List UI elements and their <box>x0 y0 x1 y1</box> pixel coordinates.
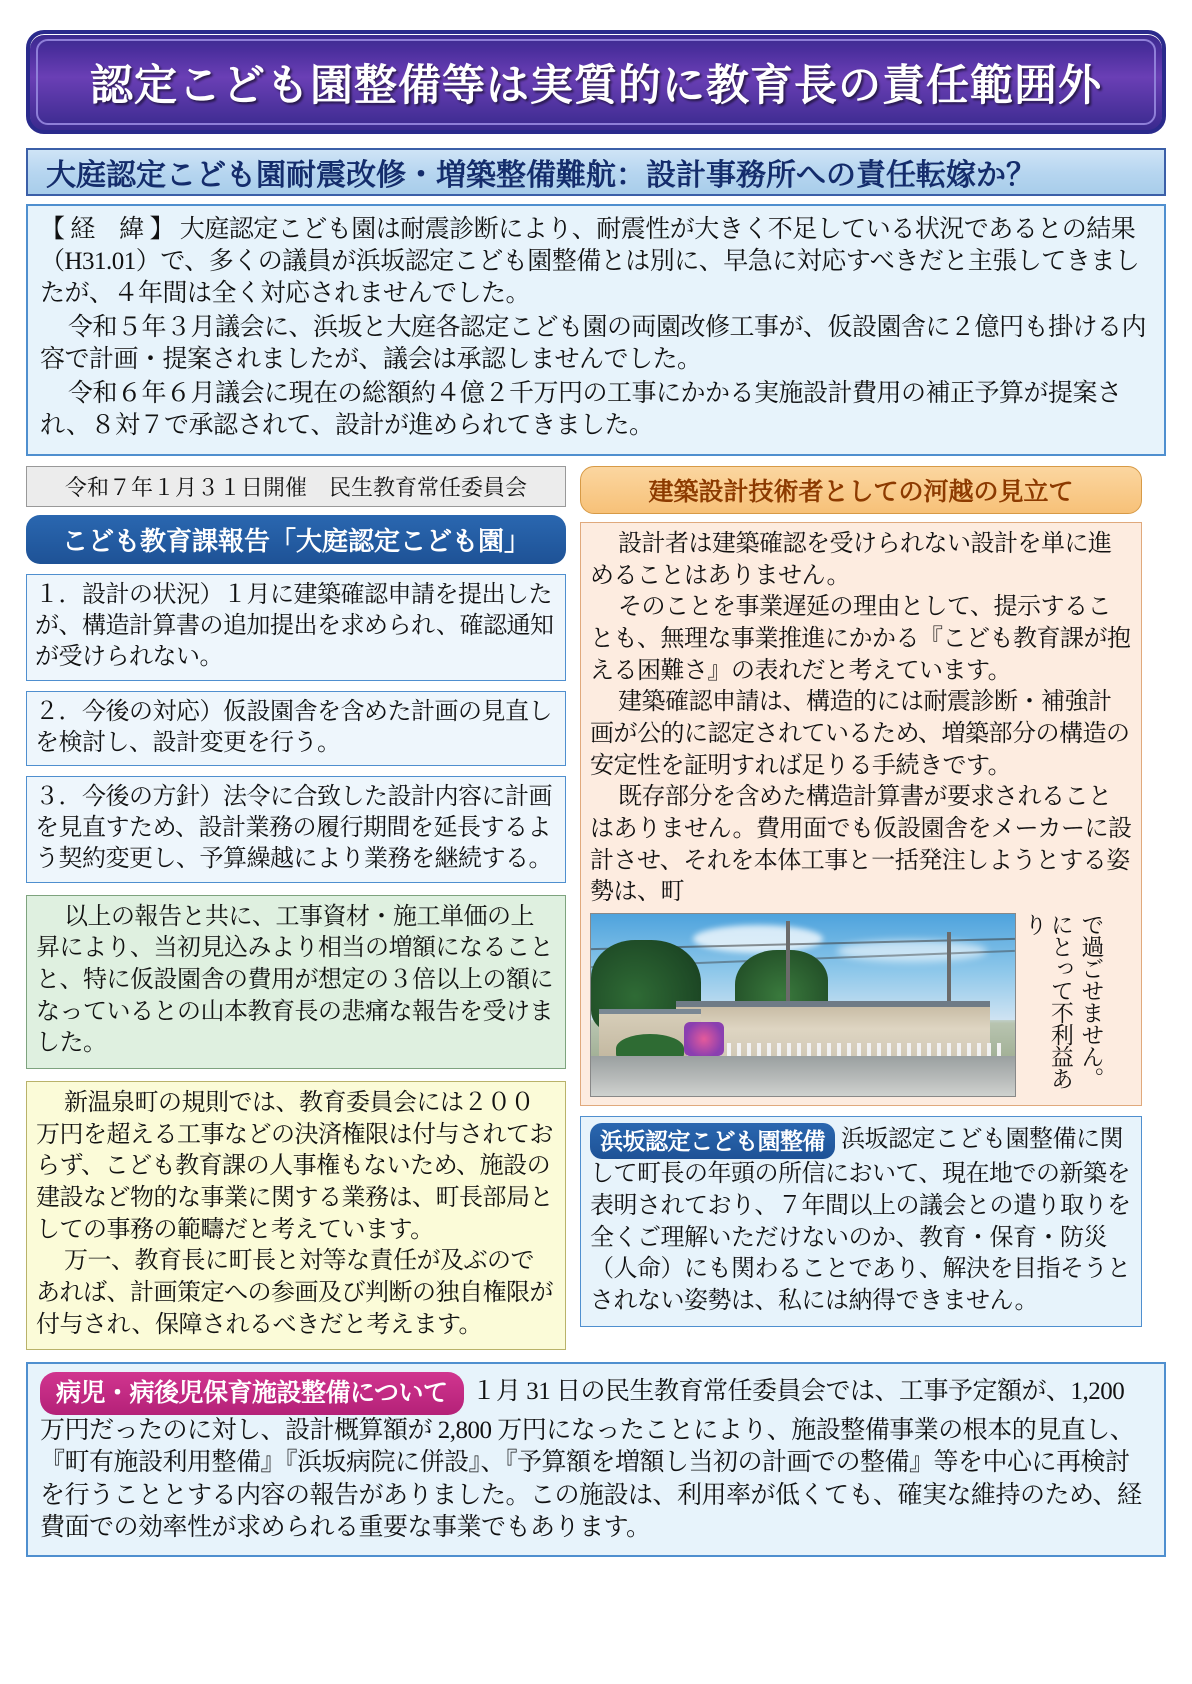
page-title: 認定こども園整備等は実質的に教育長の責任範囲外 <box>90 61 1102 110</box>
report-item-1-text: １．設計の状況）１月に建築確認申請を提出したが、構造計算書の追加提出を求められ、確認通知が受けられない。 <box>35 582 554 671</box>
intro-paragraph-3: 令和６年６月議会に現在の総額約４億２千万円の工事にかかる実施設計費用の補正予算が提案され、８対７で承認されて、設計が進められてきました。 <box>40 380 1122 439</box>
opinion-paragraph-1: 設計者は建築確認を受けられない設計を単に進めることはありません。 <box>590 531 1112 589</box>
report-item-2-text: ２．今後の対応）仮設園舎を含めた計画の見直しを検討し、設計変更を行う。 <box>35 698 552 756</box>
title-banner-inner <box>36 39 1156 125</box>
hamasaka-pill-label: 浜坂認定こども園整備 <box>590 1123 835 1159</box>
intro-paragraph-2: 令和５年３月議会に、浜坂と大庭各認定こども園の両園改修工事が、仮設園舎に２億円も掛ける内容で計画・提案されましたが、議会は承認しませんでした。 <box>40 314 1147 373</box>
two-column-region <box>26 466 1166 1350</box>
yellow-note-text-2: 万一、教育長に町長と対等な責任が及ぶのであれば、計画策定への参画及び判断の独自権限が付与され、保障されるべきだと考えます。 <box>36 1248 553 1338</box>
green-note-text: 以上の報告と共に、工事資材・施工単価の上昇により、当初見込みより相当の増額になることと、特に仮設園舎の費用が想定の３倍以上の額になっているとの山本教育長の悲痛な報告を受けました。 <box>36 903 553 1057</box>
hamasaka-section <box>580 1116 1142 1327</box>
vertical-text-1: にとって不利益あり <box>1021 913 1073 1090</box>
meeting-info-bar: 令和７年１月３１日開催 民生教育常任委員会 <box>26 466 566 507</box>
report-heading: こども教育課報告「大庭認定こども園」 <box>26 515 566 564</box>
subtitle-bar <box>26 148 1166 196</box>
green-note <box>26 895 566 1069</box>
bottom-body-text: １月 31 日の民生教育常任委員会では、工事予定額が、1,200 万円だったのに対し、設計概算額が 2,800 万円になったことにより、施設整備事業の根本的見直し、『町有施設利用整備』『浜坂病院に併設』、『予算額を増額し当初の計画での整備』等を中心に再検討を行うこととする内容の報告がありました。この施設は、利用率が低くても、確実な維持のため、経費面での効率性が求められる重要な事業でもあります。 <box>40 1378 1142 1542</box>
photo-road <box>591 1056 1015 1096</box>
bottom-pill-label: 病児・病後児保育施設整備について <box>40 1372 464 1415</box>
vertical-text-2: で過ごせません。 <box>1078 913 1104 1090</box>
opinion-paragraph-2: そのことを事業遅延の理由として、提示することも、無理な事業推進にかかる『こども教育課が抱える困難さ』の表れだと考えています。 <box>590 594 1131 684</box>
right-column <box>580 466 1142 1327</box>
report-item-2 <box>26 691 566 766</box>
subtitle-text: 大庭認定こども園耐震改修・増築整備難航：設計事務所への責任転嫁か？ <box>46 159 1036 192</box>
hamasaka-paragraph <box>590 1123 1132 1318</box>
intro-paragraph-1: 【 経 緯 】 大庭認定こども園は耐震診断により、耐震性が大きく不足している状況であるとの結果（H31.01）で、多くの議員が浜坂認定こども園整備とは別に、早急に対応すべきだと主張してきましたが、４年間は全く対応されませんでした。 <box>40 216 1140 307</box>
report-item-1 <box>26 574 566 681</box>
yellow-note <box>26 1081 566 1350</box>
title-banner <box>26 30 1166 134</box>
report-item-3-text: ３．今後の方針）法令に合致した設計内容に計画を見直すため、設計業務の履行期間を延長するよう契約変更し、予算繰越により業務を継続する。 <box>35 783 552 873</box>
opinion-paragraph-4: 既存部分を含めた構造計算書が要求されることはありません。費用面でも仮設園舎をメーカーに設計させ、それを本体工事と一括発注しようとする姿勢は、町 <box>590 784 1132 906</box>
opinion-heading: 建築設計技術者としての河越の見立て <box>580 466 1142 514</box>
photo-with-vertical-text <box>590 913 1132 1097</box>
report-item-3 <box>26 776 566 883</box>
kindergarten-photo <box>590 913 1016 1097</box>
opinion-paragraph-3: 建築確認申請は、構造的には耐震診断・補強計画が公的に認定されているため、増築部分の構造の安定性を証明すれば足りる手続きです。 <box>590 689 1130 779</box>
bottom-paragraph <box>40 1372 1152 1545</box>
opinion-body <box>580 522 1142 1106</box>
yellow-note-text-1: 新温泉町の規則では、教育委員会には２００万円を超える工事などの決済権限は付与されておらず、こども教育課の人事権もないため、施設の建設など物的な事業に関する業務は、町長部局としての事務の範疇だと考えています。 <box>36 1089 553 1243</box>
intro-section <box>26 204 1166 456</box>
photo-cloud-left <box>693 925 823 953</box>
hamasaka-body-text: 浜坂認定こども園整備に関して町長の年頭の所信において、現在地での新築を表明されており、７年間以上の議会との遣り取りを全くご理解いただけないのか、教育・保育・防災（人命）にも関わることであり、解決を目指そうとされない姿勢は、私には納得できません。 <box>590 1126 1131 1315</box>
photo-mural <box>684 1022 724 1056</box>
left-column <box>26 466 566 1350</box>
bottom-section <box>26 1362 1166 1557</box>
